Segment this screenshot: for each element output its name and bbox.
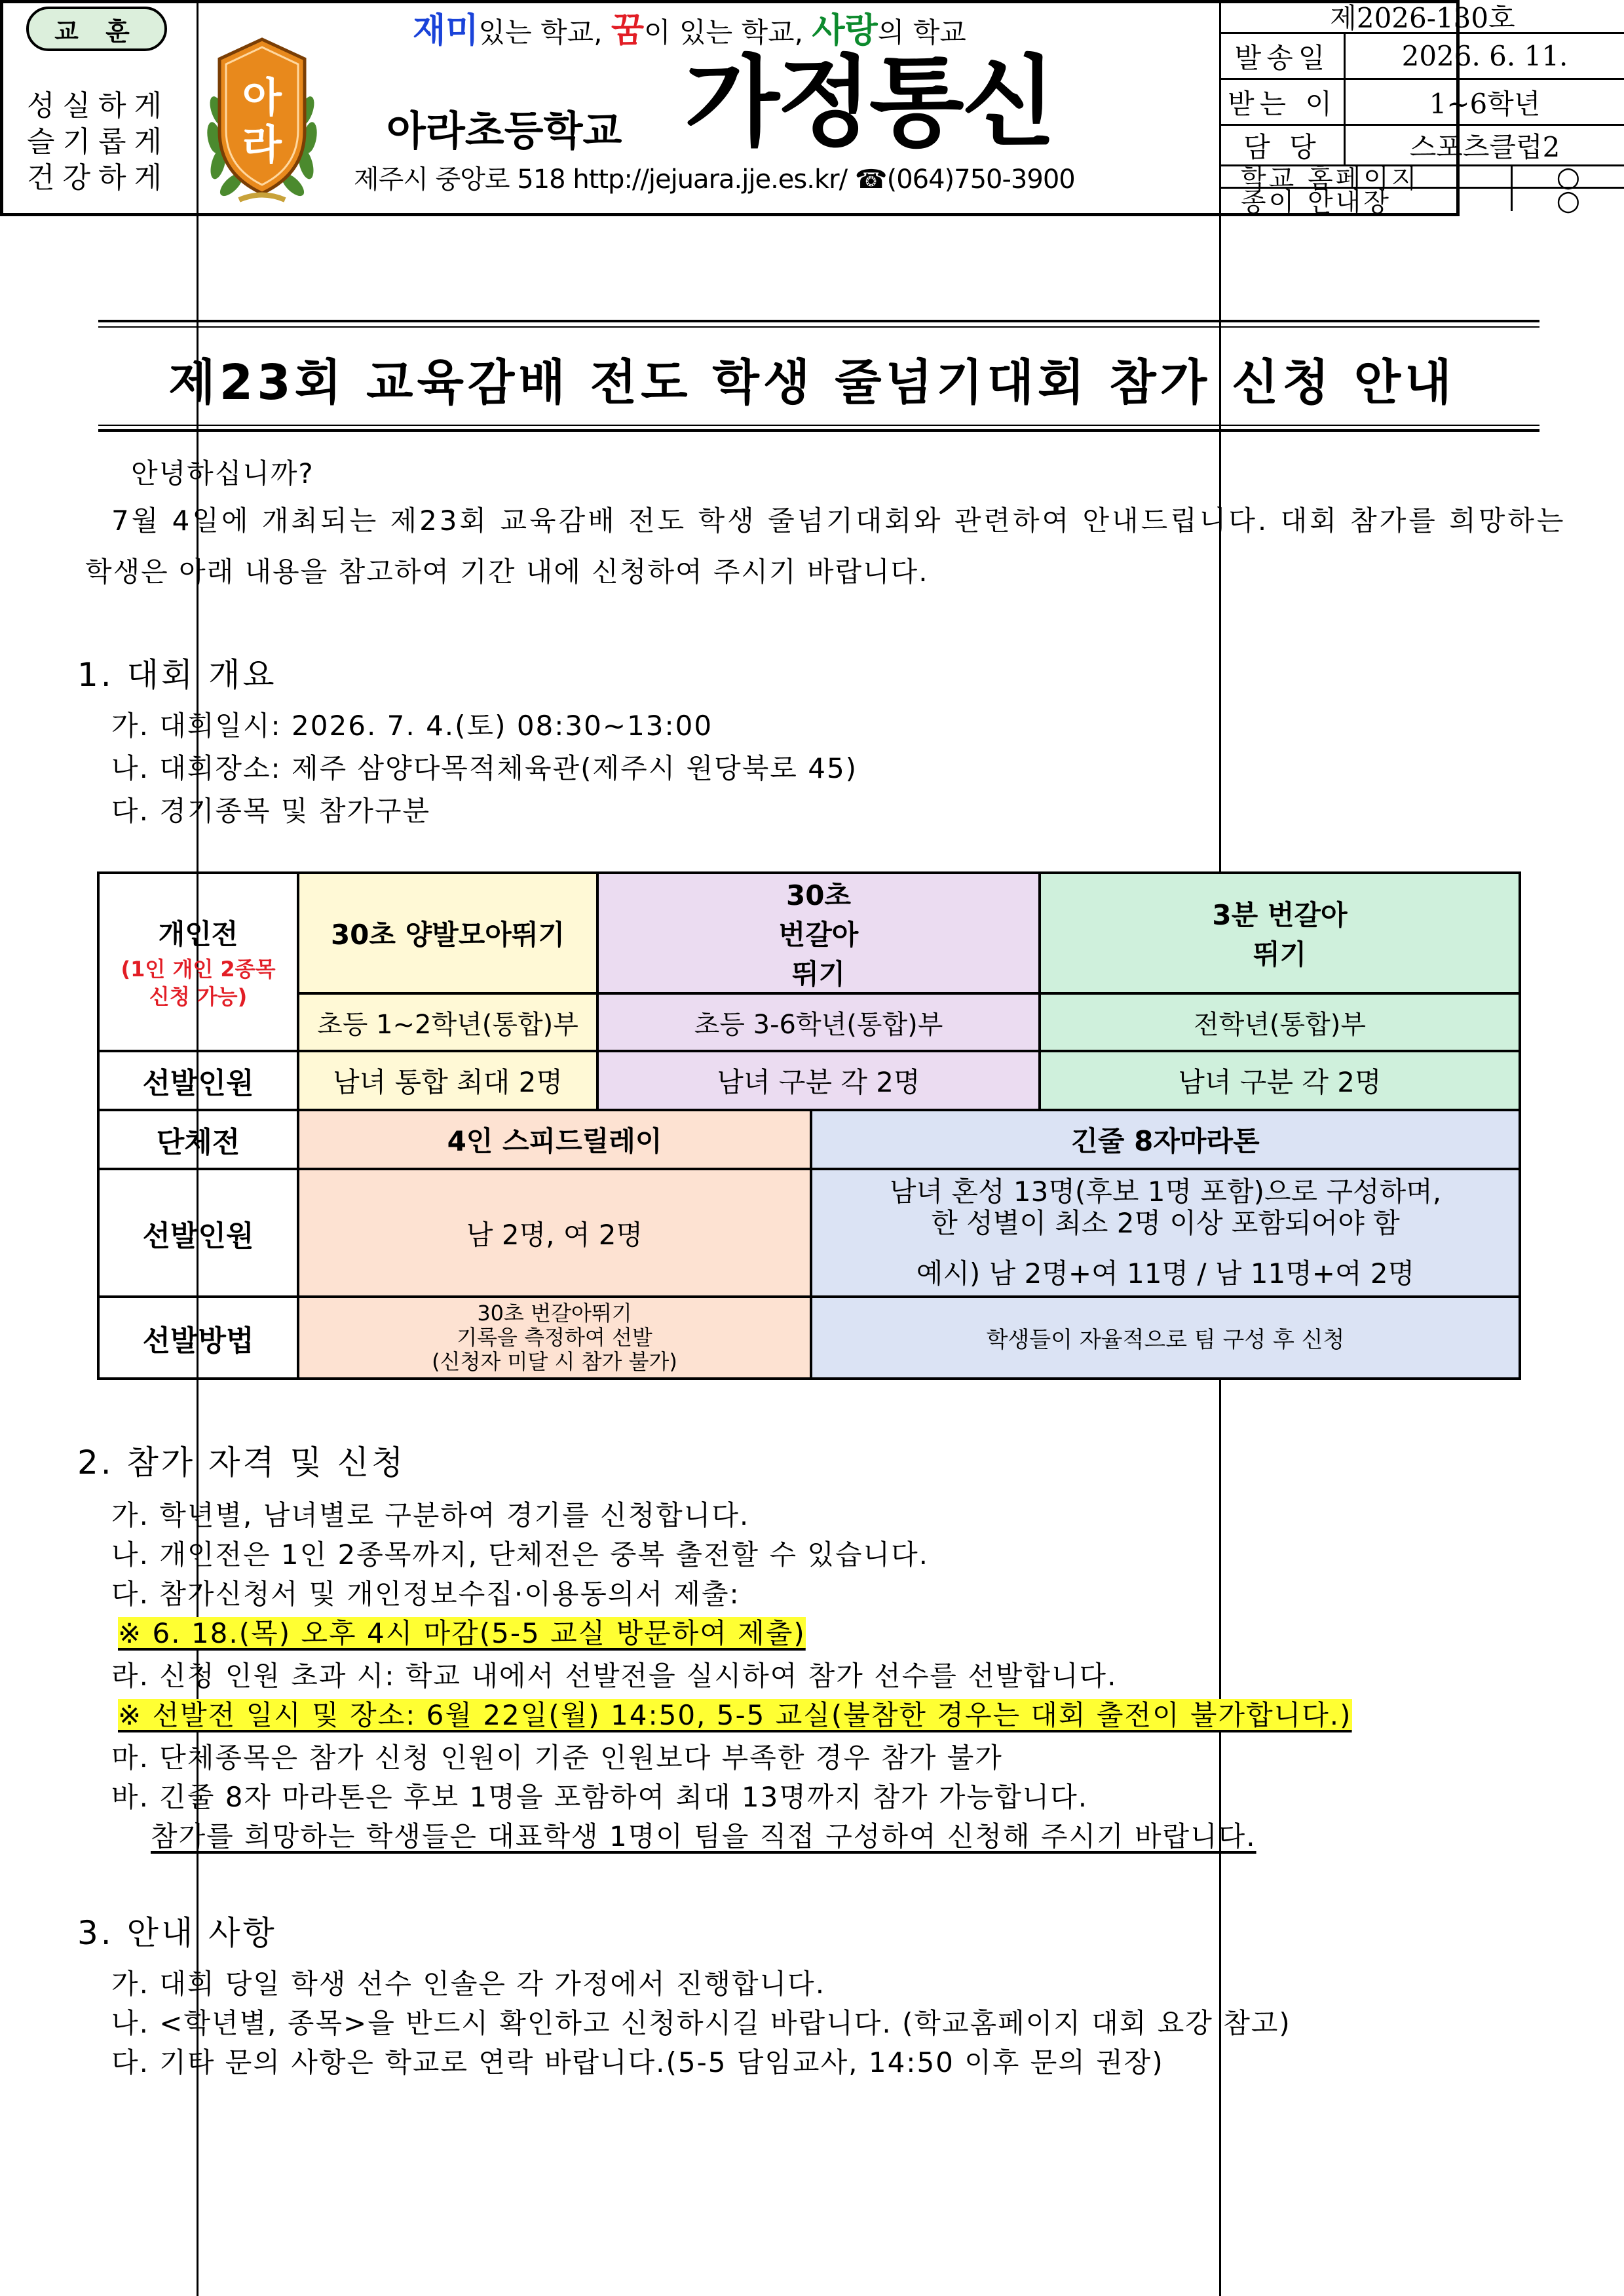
school-name: 아라초등학교	[387, 107, 622, 155]
relay-quota: 남 2명, 여 2명	[298, 1169, 811, 1297]
individual-quota-label: 선발인원	[98, 1051, 298, 1110]
relay-method: 30초 번갈아뛰기 기록을 측정하여 선발 (신청자 미달 시 참가 불가)	[298, 1297, 811, 1379]
info-key-recipient: 받는 이	[1221, 80, 1346, 124]
section3-item-3: 다. 기타 문의 사항은 학교로 연락 바랍니다.(5-5 담임교사, 14:50 이후 문의 권장)	[111, 2046, 1164, 2078]
info-key-contact: 담 당	[1221, 126, 1346, 164]
logo-text-1: 아	[242, 73, 282, 121]
event-3min-alternate: 3분 번갈아뛰기	[1040, 873, 1520, 993]
motto-label: 교 훈	[26, 7, 167, 51]
event-30s-alternate: 30초 번갈아뛰기	[597, 873, 1040, 993]
section2-item-6: 바. 긴줄 8자 마라톤은 후보 1명을 포함하여 최대 13명까지 참가 가능합니다.	[111, 1781, 1089, 1813]
quota-3: 남녀 구분 각 2명	[1040, 1051, 1520, 1110]
school-logo	[200, 33, 324, 206]
section2-item-4: 라. 신청 인원 초과 시: 학교 내에서 선발전을 실시하여 참가 선수를 선발합니다.	[111, 1660, 1118, 1692]
issue-number: 제2026-130호	[1330, 1, 1515, 34]
issue-number-row	[1221, 0, 1624, 34]
info-key-date: 발송일	[1221, 34, 1346, 78]
dist-value-homepage: ○	[1556, 161, 1581, 193]
dist-value-paper: ○	[1556, 183, 1581, 216]
section1-item-2: 나. 대회장소: 제주 삼양다목적체육관(제주시 원당북로 45)	[111, 752, 858, 784]
dist-key-paper: 종이 안내장	[1221, 189, 1513, 211]
section1-item-1: 가. 대회일시: 2026. 7. 4.(토) 08:30~13:00	[111, 710, 713, 742]
quota-2: 남녀 구분 각 2명	[597, 1051, 1040, 1110]
team-formation-note: 참가를 희망하는 학생들은 대표학생 1명이 팀을 직접 구성하여 신청해 주시기 바랍니다.	[151, 1820, 1256, 1852]
page-title: 제23회 교육감배 전도 학생 줄넘기대회 참가 신청 안내	[168, 354, 1456, 411]
section1-item-3: 다. 경기종목 및 참가구분	[111, 795, 431, 827]
intro-line-1: 7월 4일에 개최되는 제23회 교육감배 전도 학생 줄넘기대회와 관련하여 안내드립니다. 대회 참가를 희망하는	[111, 505, 1566, 537]
team-method-label: 선발방법	[98, 1297, 298, 1379]
division-3: 전학년(통합)부	[1040, 993, 1520, 1051]
logo-text-2: 라	[242, 121, 282, 168]
section1-heading: 1. 대회 개요	[77, 656, 277, 694]
section2-heading: 2. 참가 자격 및 신청	[77, 1444, 406, 1482]
dist-key-homepage: 학교 홈페이지	[1221, 166, 1513, 187]
event-speed-relay: 4인 스피드릴레이	[298, 1110, 811, 1169]
newsletter-title: 가정통신	[685, 46, 1054, 160]
section2-item-2: 나. 개인전은 1인 2종목까지, 단체전은 중복 출전할 수 있습니다.	[111, 1539, 930, 1571]
info-row-date	[1221, 34, 1624, 80]
newsletter-header	[0, 0, 1581, 218]
event-30s-both-feet: 30초 양발모아뛰기	[298, 873, 597, 993]
individual-row-header: 개인전 (1인 개인 2종목 신청 가능)	[98, 873, 298, 1051]
marathon-method: 학생들이 자율적으로 팀 구성 후 신청	[811, 1297, 1520, 1379]
event-long-rope-marathon: 긴줄 8자마라톤	[811, 1110, 1520, 1169]
marathon-quota: 남녀 혼성 13명(후보 1명 포함)으로 구성하며, 한 성별이 최소 2명 이상 포함되어야 함 예시) 남 2명+여 11명 / 남 11명+여 2명	[811, 1169, 1520, 1297]
section2-item-3: 다. 참가신청서 및 개인정보수집·이용동의서 제출:	[111, 1578, 740, 1610]
title-rule-bottom-1	[98, 425, 1539, 426]
school-slogan: 재미있는 학교, 꿈이 있는 학교, 사랑의 학교	[413, 11, 966, 50]
motto-line-1: 성실하게	[26, 89, 170, 123]
section2-item-5: 마. 단체종목은 참가 신청 인원이 기준 인원보다 부족한 경우 참가 불가	[111, 1742, 1003, 1774]
division-2: 초등 3-6학년(통합)부	[597, 993, 1040, 1051]
title-rule-bottom-2	[98, 429, 1539, 432]
info-value-date: 2026. 6. 11.	[1401, 40, 1568, 72]
selection-note: ※ 선발전 일시 및 장소: 6월 22일(월) 14:50, 5-5 교실(불참한 경우는 대회 출전이 불가합니다.)	[118, 1699, 1352, 1731]
school-address: 제주시 중앙로 518 http://jejuara.jje.es.kr/ ☎(064)750-3900	[354, 164, 1075, 195]
division-1: 초등 1~2학년(통합)부	[298, 993, 597, 1051]
title-rule-top-1	[98, 320, 1539, 322]
individual-note: (1인 개인 2종목 신청 가능)	[121, 957, 276, 1009]
section2-item-1: 가. 학년별, 남녀별로 구분하여 경기를 신청합니다.	[111, 1499, 750, 1531]
individual-events-table	[97, 871, 1521, 1111]
section3-item-1: 가. 대회 당일 학생 선수 인솔은 각 가정에서 진행합니다.	[111, 1968, 826, 2000]
motto-line-2: 슬기롭게	[26, 125, 170, 159]
info-value-contact: 스포츠클럽2	[1409, 130, 1560, 163]
dist-row-paper	[1221, 183, 1624, 218]
team-events-table	[97, 1109, 1521, 1380]
info-row-recipient	[1221, 80, 1624, 126]
section3-heading: 3. 안내 사항	[77, 1914, 277, 1952]
section3-item-2: 나. <학년별, 종목>을 반드시 확인하고 신청하시길 바랍니다. (학교홈페이지 대회 요강 참고)	[111, 2007, 1291, 2039]
info-value-recipient: 1~6학년	[1429, 87, 1541, 120]
team-quota-label: 선발인원	[98, 1169, 298, 1297]
title-rule-top-2	[98, 326, 1539, 328]
quota-1: 남녀 통합 최대 2명	[298, 1051, 597, 1110]
team-row-header: 단체전	[98, 1110, 298, 1169]
intro-line-2: 학생은 아래 내용을 참고하여 기간 내에 신청하여 주시기 바랍니다.	[85, 556, 929, 588]
motto-line-3: 건강하게	[26, 161, 170, 195]
deadline-note: ※ 6. 18.(목) 오후 4시 마감(5-5 교실 방문하여 제출)	[118, 1617, 806, 1649]
greeting: 안녕하십니까?	[131, 457, 314, 489]
